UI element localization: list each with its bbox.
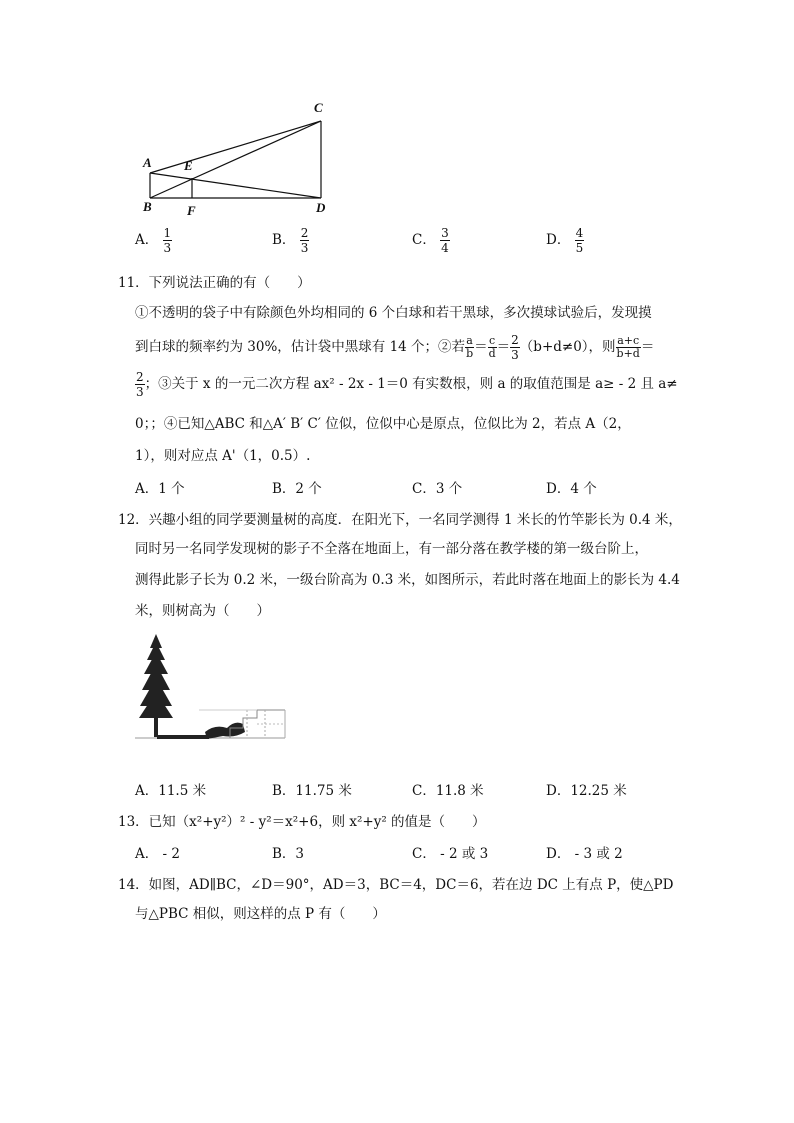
q10-option-c[interactable]: [412, 226, 450, 255]
q11-line-2: 到白球的频率约为 30%，估计袋中黑球有 14 个；②若 $\frac{a}{b}$ ＝ $\frac{c}{d}$ ＝ $\frac{2}{3}$ （b+d≠0），则 $\frac{a+c}{b+d}$ ＝: [135, 333, 655, 362]
q13-stem: 13．已知（x²+y²）² - y²＝x²+6，则 x²+y² 的值是（ ）: [118, 814, 486, 830]
fraction-a-b: $\frac{a}{b}$: [466, 334, 474, 360]
q14-line-1: 14．如图，AD∥BC，∠D＝90°，AD＝3，BC＝4，DC＝6，若在边 DC 上有点 P，使△PD: [118, 877, 674, 893]
q12-option-b[interactable]: B．11.75 米: [272, 783, 352, 799]
q13-option-b[interactable]: B．3: [272, 846, 305, 862]
label-E: E: [184, 158, 193, 173]
label-F: F: [187, 203, 196, 218]
q10-option-b[interactable]: [272, 226, 309, 255]
q11-line-2-text: 到白球的频率约为 30%，估计袋中黑球有 14 个；②若: [135, 339, 466, 355]
label-B: B: [143, 199, 152, 214]
label-A: A: [143, 155, 152, 170]
q12-line-1: 12．兴趣小组的同学要测量树的高度．在阳光下，一名同学测得 1 米长的竹竿影长为 0.4 米，: [118, 512, 682, 528]
q10-option-d[interactable]: [546, 226, 584, 255]
q11-option-a[interactable]: A．1 个: [135, 481, 185, 497]
q11-option-b[interactable]: B．2 个: [272, 481, 322, 497]
q14-line-2: 与△PBC 相似，则这样的点 P 有（ ）: [135, 906, 386, 922]
fraction: $\frac{3}{4}$: [441, 226, 449, 255]
fraction-2-3-b: $\frac{2}{3}$: [136, 370, 144, 399]
option-letter: C．: [412, 232, 436, 248]
fraction: $\frac{1}{3}$: [163, 226, 172, 255]
q12-line-2: 同时另一名同学发现树的影子不全落在地面上，有一部分落在教学楼的第一级台阶上，: [135, 541, 648, 557]
condition-text: （b+d≠0），则: [519, 339, 616, 355]
q10-triangle-figure: [138, 98, 338, 223]
q11-line-5: 1），则对应点 A'（1，0.5）.: [135, 448, 311, 464]
q11-line-1: ①不透明的袋子中有除颜色外均相同的 6 个白球和若干黑球，多次摸球试验后，发现摸: [135, 305, 652, 321]
fraction-ac-bd: $\frac{a+c}{b+d}$: [616, 334, 640, 360]
q13-option-d[interactable]: D． - 3 或 2: [546, 846, 623, 862]
fraction: $\frac{4}{5}$: [575, 226, 584, 255]
q12-option-a[interactable]: A．11.5 米: [135, 783, 207, 799]
q11-stem: 11．下列说法正确的有（ ）: [118, 275, 311, 291]
q13-option-c[interactable]: C． - 2 或 3: [412, 846, 489, 862]
label-C: C: [314, 100, 323, 115]
q11-line-3-text: ；③关于 x 的一元二次方程 ax² - 2x - 1＝0 有实数根，则 a 的取值范围是 a≥ - 2 且 a≠: [144, 376, 678, 392]
option-letter: A．: [135, 232, 159, 248]
q12-option-d[interactable]: D．12.25 米: [546, 783, 627, 799]
option-letter: B．: [272, 232, 296, 248]
q12-tree-figure: [135, 632, 295, 752]
option-letter: D．: [546, 232, 571, 248]
fraction-2-3: $\frac{2}{3}$: [511, 333, 519, 362]
fraction-c-d: $\frac{c}{d}$: [488, 334, 496, 360]
q12-option-c[interactable]: C．11.8 米: [412, 783, 484, 799]
q11-line-3: [135, 370, 678, 399]
fraction: $\frac{2}{3}$: [300, 226, 309, 255]
q11-option-c[interactable]: C．3 个: [412, 481, 463, 497]
q12-line-3: 测得此影子长为 0.2 米，一级台阶高为 0.3 米，如图所示，若此时落在地面上的影长为 4.4: [135, 572, 680, 588]
q10-option-a[interactable]: [135, 226, 172, 255]
label-D: D: [316, 200, 326, 215]
q11-line-4: 0；；④已知△ABC 和△A′ B′ C′ 位似，位似中心是原点，位似比为 2，若点 A（2，: [135, 416, 631, 432]
q11-option-d[interactable]: D．4 个: [546, 481, 597, 497]
q13-option-a[interactable]: A． - 2: [135, 846, 180, 862]
q12-line-4: 米，则树高为（ ）: [135, 603, 270, 619]
